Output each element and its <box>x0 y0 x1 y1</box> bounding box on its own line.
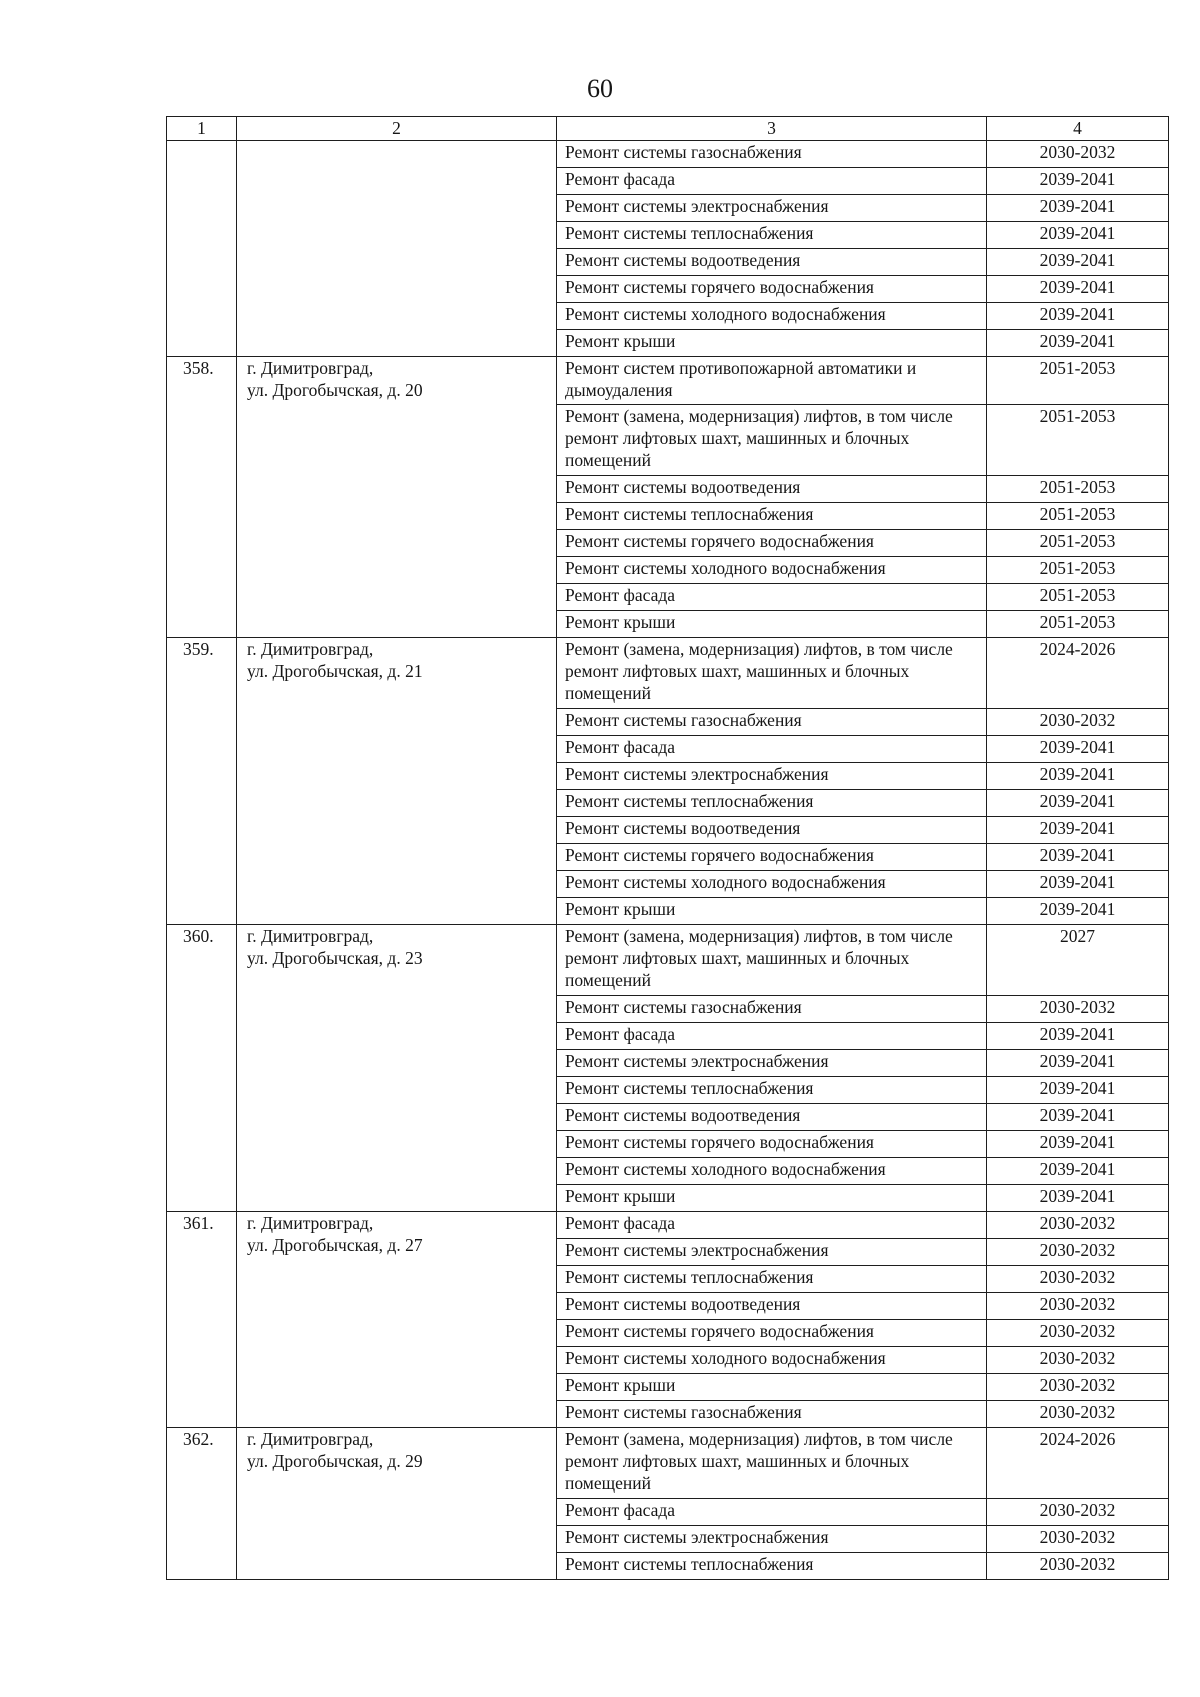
repair-work-type: Ремонт системы холодного водоснабжения <box>557 1347 987 1374</box>
repair-work-type: Ремонт (замена, модернизация) лифтов, в том числе ремонт лифтовых шахт, машинных и блочных помещений <box>557 405 987 476</box>
repair-work-type: Ремонт системы теплоснабжения <box>557 1553 987 1580</box>
item-number: 362. <box>167 1428 237 1580</box>
repair-work-type: Ремонт системы электроснабжения <box>557 1526 987 1553</box>
table-row <box>167 357 1169 405</box>
repair-work-type: Ремонт системы холодного водоснабжения <box>557 303 987 330</box>
repair-period: 2030-2032 <box>987 1293 1169 1320</box>
repair-schedule-table <box>166 116 1169 1580</box>
table-row <box>167 141 1169 168</box>
repair-work-type: Ремонт системы горячего водоснабжения <box>557 530 987 557</box>
repair-work-type: Ремонт системы водоотведения <box>557 1293 987 1320</box>
repair-period: 2024-2026 <box>987 638 1169 709</box>
repair-work-type: Ремонт (замена, модернизация) лифтов, в том числе ремонт лифтовых шахт, машинных и блочных помещений <box>557 638 987 709</box>
repair-work-type: Ремонт системы водоотведения <box>557 1104 987 1131</box>
repair-period: 2030-2032 <box>987 1239 1169 1266</box>
repair-period: 2039-2041 <box>987 222 1169 249</box>
repair-work-type: Ремонт фасада <box>557 1023 987 1050</box>
repair-work-type: Ремонт системы горячего водоснабжения <box>557 844 987 871</box>
repair-work-type: Ремонт системы электроснабжения <box>557 195 987 222</box>
table-row <box>167 925 1169 996</box>
repair-period: 2030-2032 <box>987 1347 1169 1374</box>
repair-period: 2024-2026 <box>987 1428 1169 1499</box>
repair-work-type: Ремонт крыши <box>557 1185 987 1212</box>
repair-work-type: Ремонт системы теплоснабжения <box>557 222 987 249</box>
repair-period: 2039-2041 <box>987 1185 1169 1212</box>
table-row <box>167 1212 1169 1239</box>
building-address <box>237 141 557 357</box>
repair-period: 2039-2041 <box>987 1023 1169 1050</box>
repair-work-type: Ремонт системы теплоснабжения <box>557 1266 987 1293</box>
item-number: 358. <box>167 357 237 638</box>
repair-work-type: Ремонт системы водоотведения <box>557 476 987 503</box>
repair-period: 2051-2053 <box>987 357 1169 405</box>
repair-period: 2039-2041 <box>987 790 1169 817</box>
header-cell-2: 2 <box>237 117 557 141</box>
repair-period: 2051-2053 <box>987 476 1169 503</box>
repair-work-type: Ремонт фасада <box>557 1212 987 1239</box>
repair-work-type: Ремонт системы горячего водоснабжения <box>557 276 987 303</box>
repair-work-type: Ремонт системы теплоснабжения <box>557 503 987 530</box>
repair-period: 2030-2032 <box>987 1499 1169 1526</box>
repair-period: 2030-2032 <box>987 1212 1169 1239</box>
repair-period: 2039-2041 <box>987 898 1169 925</box>
repair-period: 2051-2053 <box>987 530 1169 557</box>
repair-period: 2030-2032 <box>987 141 1169 168</box>
repair-period: 2051-2053 <box>987 503 1169 530</box>
repair-period: 2039-2041 <box>987 168 1169 195</box>
repair-work-type: Ремонт фасада <box>557 584 987 611</box>
repair-period: 2030-2032 <box>987 1553 1169 1580</box>
repair-period: 2051-2053 <box>987 611 1169 638</box>
item-number: 359. <box>167 638 237 925</box>
repair-work-type: Ремонт крыши <box>557 1374 987 1401</box>
repair-period: 2030-2032 <box>987 709 1169 736</box>
building-address: г. Димитровград, ул. Дрогобычская, д. 27 <box>237 1212 557 1428</box>
table-row <box>167 1428 1169 1499</box>
item-number <box>167 141 237 357</box>
item-number: 360. <box>167 925 237 1212</box>
repair-work-type: Ремонт системы водоотведения <box>557 817 987 844</box>
repair-period: 2039-2041 <box>987 1077 1169 1104</box>
repair-period: 2030-2032 <box>987 1401 1169 1428</box>
repair-period: 2039-2041 <box>987 844 1169 871</box>
repair-work-type: Ремонт (замена, модернизация) лифтов, в том числе ремонт лифтовых шахт, машинных и блочных помещений <box>557 1428 987 1499</box>
repair-period: 2030-2032 <box>987 1266 1169 1293</box>
repair-work-type: Ремонт фасада <box>557 168 987 195</box>
repair-work-type: Ремонт системы электроснабжения <box>557 763 987 790</box>
repair-period: 2030-2032 <box>987 996 1169 1023</box>
repair-work-type: Ремонт системы теплоснабжения <box>557 790 987 817</box>
header-cell-4: 4 <box>987 117 1169 141</box>
building-address: г. Димитровград, ул. Дрогобычская, д. 20 <box>237 357 557 638</box>
building-address: г. Димитровград, ул. Дрогобычская, д. 23 <box>237 925 557 1212</box>
repair-period: 2030-2032 <box>987 1526 1169 1553</box>
repair-work-type: Ремонт системы холодного водоснабжения <box>557 1158 987 1185</box>
repair-work-type: Ремонт системы горячего водоснабжения <box>557 1131 987 1158</box>
repair-period: 2039-2041 <box>987 195 1169 222</box>
repair-work-type: Ремонт системы газоснабжения <box>557 709 987 736</box>
repair-work-type: Ремонт системы холодного водоснабжения <box>557 557 987 584</box>
repair-period: 2039-2041 <box>987 817 1169 844</box>
repair-work-type: Ремонт системы газоснабжения <box>557 996 987 1023</box>
header-cell-1: 1 <box>167 117 237 141</box>
repair-work-type: Ремонт системы горячего водоснабжения <box>557 1320 987 1347</box>
header-cell-3: 3 <box>557 117 987 141</box>
repair-period: 2039-2041 <box>987 871 1169 898</box>
repair-work-type: Ремонт системы электроснабжения <box>557 1239 987 1266</box>
repair-period: 2039-2041 <box>987 763 1169 790</box>
repair-period: 2051-2053 <box>987 405 1169 476</box>
repair-work-type: Ремонт системы водоотведения <box>557 249 987 276</box>
repair-work-type: Ремонт системы теплоснабжения <box>557 1077 987 1104</box>
repair-work-type: Ремонт системы газоснабжения <box>557 141 987 168</box>
repair-work-type: Ремонт системы электроснабжения <box>557 1050 987 1077</box>
repair-work-type: Ремонт систем противопожарной автоматики и дымоудаления <box>557 357 987 405</box>
building-address: г. Димитровград, ул. Дрогобычская, д. 29 <box>237 1428 557 1580</box>
repair-period: 2039-2041 <box>987 249 1169 276</box>
repair-work-type: Ремонт системы газоснабжения <box>557 1401 987 1428</box>
repair-period: 2039-2041 <box>987 736 1169 763</box>
item-number: 361. <box>167 1212 237 1428</box>
repair-period: 2039-2041 <box>987 1104 1169 1131</box>
table-row <box>167 638 1169 709</box>
repair-work-type: Ремонт (замена, модернизация) лифтов, в том числе ремонт лифтовых шахт, машинных и блочных помещений <box>557 925 987 996</box>
repair-period: 2039-2041 <box>987 330 1169 357</box>
repair-period: 2027 <box>987 925 1169 996</box>
repair-period: 2030-2032 <box>987 1374 1169 1401</box>
building-address: г. Димитровград, ул. Дрогобычская, д. 21 <box>237 638 557 925</box>
repair-period: 2039-2041 <box>987 1050 1169 1077</box>
repair-period: 2039-2041 <box>987 303 1169 330</box>
page-number: 60 <box>587 74 613 103</box>
repair-work-type: Ремонт крыши <box>557 330 987 357</box>
table-body <box>167 117 1169 1580</box>
repair-work-type: Ремонт системы холодного водоснабжения <box>557 871 987 898</box>
repair-period: 2039-2041 <box>987 1158 1169 1185</box>
repair-work-type: Ремонт крыши <box>557 898 987 925</box>
repair-period: 2039-2041 <box>987 276 1169 303</box>
repair-period: 2039-2041 <box>987 1131 1169 1158</box>
repair-work-type: Ремонт крыши <box>557 611 987 638</box>
repair-work-type: Ремонт фасада <box>557 736 987 763</box>
repair-work-type: Ремонт фасада <box>557 1499 987 1526</box>
repair-period: 2051-2053 <box>987 557 1169 584</box>
repair-period: 2051-2053 <box>987 584 1169 611</box>
repair-period: 2030-2032 <box>987 1320 1169 1347</box>
header-row <box>167 117 1169 141</box>
